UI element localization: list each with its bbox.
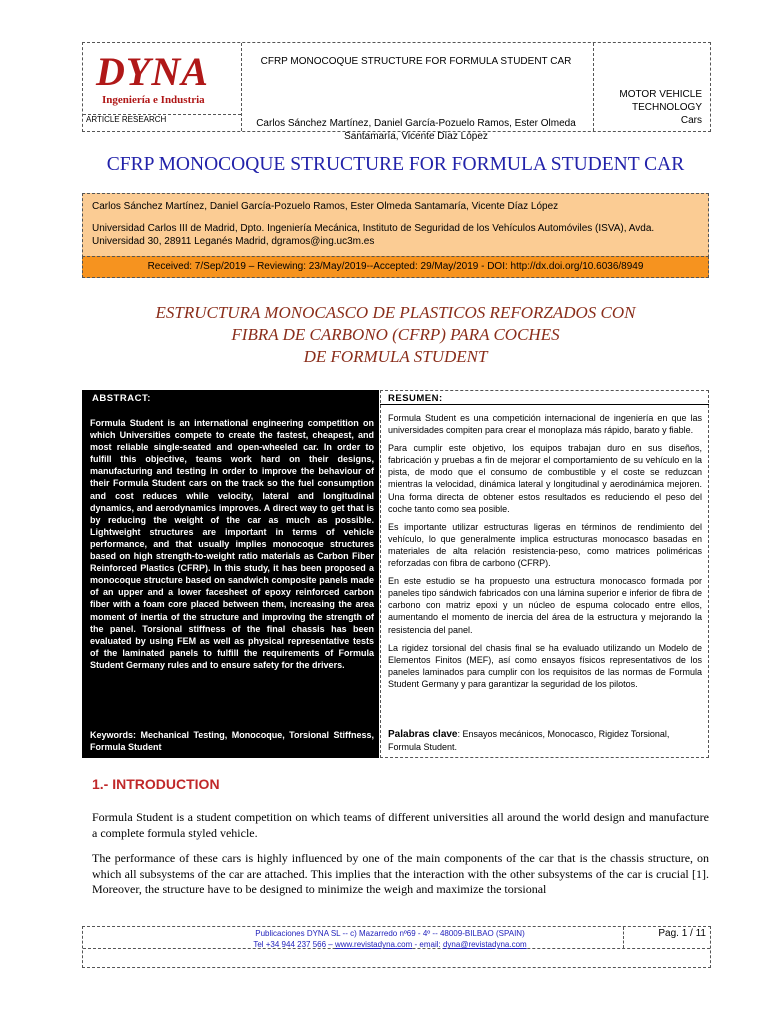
resumen-paragraph: La rigidez torsional del chasis final se ha evaluado utilizando un Modelo de Elementos Finitos (MEF), así como ensayos físicos representativos de los paneles laminados para cumplir con los requisitos de las normas de Formula Student Germany y para garantizar la seguridad de los pilotos. bbox=[388, 642, 702, 689]
article-type: ARTICLE RESEARCH bbox=[86, 115, 167, 124]
logo-subtitle: Ingeniería e Industria bbox=[102, 94, 205, 106]
publisher-phone: Tel +34 944 237 566 – bbox=[253, 940, 335, 949]
spanish-title-line: DE FORMULA STUDENT bbox=[303, 347, 488, 366]
spanish-title-line: ESTRUCTURA MONOCASCO DE PLASTICOS REFORZADOS CON bbox=[155, 303, 636, 322]
resumen-divider bbox=[380, 404, 709, 405]
publisher-info bbox=[200, 928, 580, 950]
running-title: CFRP MONOCOQUE STRUCTURE FOR FORMULA STUDENT CAR bbox=[260, 56, 572, 67]
section-heading: 1.- INTRODUCTION bbox=[92, 776, 220, 792]
resumen-paragraph: Es importante utilizar estructuras ligeras en términos de rendimiento del vehículo, lo que generalmente implica estructuras monocasco basadas en materiales de alta relación resistencia-peso, como matrices poliméricas reforzadas con fibra de carbono (CFRP). bbox=[388, 521, 702, 569]
page-number: Pag. 1 / 11 bbox=[658, 928, 706, 939]
dyna-logo bbox=[96, 48, 216, 112]
subject-area-line: TECHNOLOGY bbox=[631, 102, 702, 113]
dates-doi: Received: 7/Sep/2019 – Reviewing: 23/May/2019--Accepted: 29/May/2019 - DOI: http://dx.doi.org/10.6036/8949 bbox=[82, 256, 709, 278]
institution: Universidad Carlos III de Madrid, Dpto. Ingeniería Mecánica, Instituto de Seguridad de los Vehículos Automóviles (ISVA), Avda. Universidad 30, 28911 Leganés Madrid, dgramos@ing.uc3m.es bbox=[92, 223, 655, 247]
spanish-title bbox=[82, 302, 709, 368]
subject-area bbox=[598, 88, 702, 127]
logo-wordmark: DYNA bbox=[96, 49, 209, 94]
publisher-address: Publicaciones DYNA SL -- c) Mazarredo nº69 - 4º -- 48009-BILBAO (SPAIN) bbox=[255, 929, 525, 938]
resumen-keywords-label: Palabras clave bbox=[388, 729, 458, 740]
spanish-title-line: FIBRA DE CARBONO (CFRP) PARA COCHES bbox=[231, 325, 560, 344]
resumen-paragraph: Para cumplir este objetivo, los equipos trabajan duro en sus diseños, fabricación y pruebas a fin de mejorar el comportamiento de su vehículo en la pista, de modo que el consumo de combustible y el coste se reduzcan mientras la velocidad, dinámica lateral y longitudinal y aerodinámica mejoren. Una forma directa de obtener estos resultados es reduciendo el peso del coche tanto como sea posible. bbox=[388, 443, 702, 514]
running-authors-line: Santamaría, Vicente Díaz López bbox=[344, 131, 488, 142]
publisher-email-label: - email: bbox=[412, 940, 443, 949]
resumen-keywords-text: : Ensayos mecánicos, Monocasco, Rigidez Torsional, Formula Student. bbox=[388, 729, 670, 753]
abstract-keywords: Keywords: Mechanical Testing, Monocoque, Torsional Stiffness, Formula Student bbox=[90, 730, 374, 752]
intro-paragraph: The performance of these cars is highly influenced by one of the main components of the car that is the chassis structure, on which all subsystems of the car are attached. This implies that the interaction with the other subsystems of the car is crucial [1]. Moreover, the structure have to be designed to minimize the weigh and maximize the torsional bbox=[92, 851, 709, 896]
publisher-website-link[interactable]: www.revistadyna.com bbox=[334, 940, 413, 949]
abstract-heading: ABSTRACT: bbox=[92, 393, 151, 404]
authors: Carlos Sánchez Martínez, Daniel García-Pozuelo Ramos, Ester Olmeda Santamaría, Vicente Díaz López bbox=[92, 201, 559, 212]
resumen-heading: RESUMEN: bbox=[388, 393, 443, 404]
resumen-paragraph: Formula Student es una competición internacional de ingeniería en que las universidades compiten para crear el monoplaza más rápido, barato y fiable. bbox=[388, 413, 702, 436]
publisher-contact bbox=[200, 939, 580, 950]
subject-area-line: MOTOR VEHICLE bbox=[619, 89, 702, 100]
paper-title: CFRP MONOCOQUE STRUCTURE FOR FORMULA STUDENT CAR bbox=[106, 154, 685, 175]
subject-area-line: Cars bbox=[680, 115, 702, 126]
running-authors bbox=[246, 117, 586, 143]
running-authors-line: Carlos Sánchez Martínez, Daniel García-Pozuelo Ramos, Ester Olmeda bbox=[256, 118, 576, 129]
resumen-keywords bbox=[388, 728, 702, 753]
abstract-body: Formula Student is an international engineering competition on which Universities compete to create the fastest, cheapest, and most reliable single-seated and open-wheeled car. In order to fulfill this objective, teams work hard on their designs, manufacturing and testing in order to improve the behaviour of their Formula Student cars on the track so the fuel consumption and cost reduces while velocity, lateral and longitudinal dynamics, and aerodynamics improves. A direct way to get that is by reducing the weight of the car as much as possible. Lightweight structures are important in terms of vehicle performance, and that usually implies monocoque structures based on high strength-to-weight ratio materials as Carbon Fiber Reinforced Plastics (CFRP). In this study, it has been proposed a monocoque structure based on sandwich composite panels made of an upper and a lower facesheet of epoxy reinforced carbon fiber with a foam core placed between them, increasing the area moment of inertia of the structure and improving the strength of the panel. Torsional stiffness of the final chassis has been evaluated by using FEM as well as physical representative tests of the laminated panels to fulfill the requirements of Formula Student Germany rules and to ensure safety for the drivers. bbox=[90, 418, 374, 670]
resumen-paragraph: En este estudio se ha propuesto una estructura monocasco formada por paneles tipo sándwich fabricados con una lámina superior e inferior de fibra de carbono con matriz epoxi y un núcleo de espuma colocado entre ellos, aumentando el momento de inercia del área de la estructura y mejorando la resistencia del panel. bbox=[388, 576, 702, 635]
intro-paragraph: Formula Student is a student competition on which teams of different universities all around the world design and manufacture a complete formula styled vehicle. bbox=[92, 810, 709, 840]
publisher-email-link[interactable]: dyna@revistadyna.com bbox=[442, 940, 527, 949]
resumen-body bbox=[388, 412, 702, 696]
